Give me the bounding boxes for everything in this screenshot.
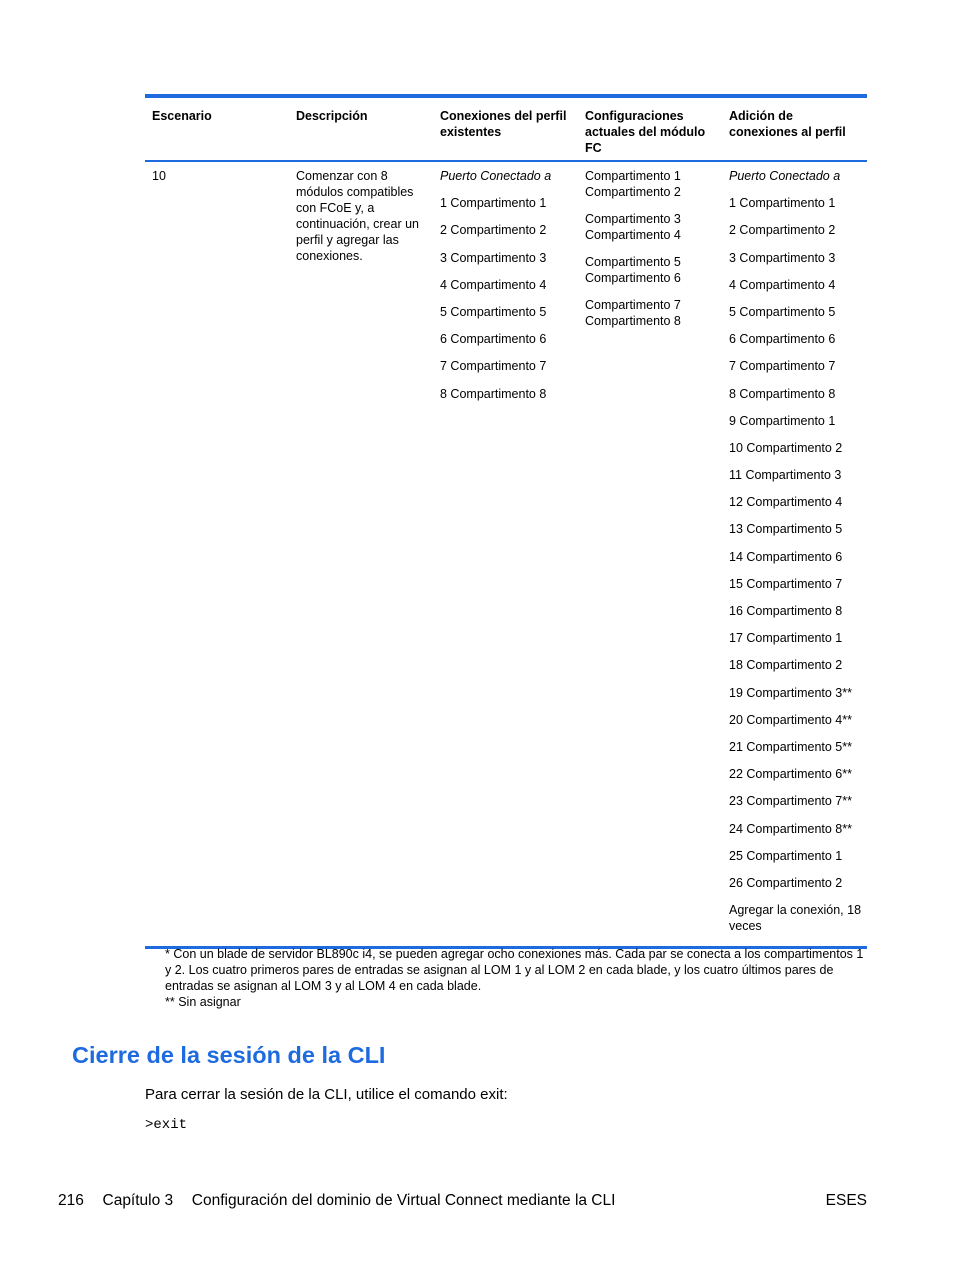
cell-fc-configuration — [585, 168, 721, 340]
list-item: 7 Compartimento 7 — [729, 359, 836, 374]
locale-code: ESES — [825, 1192, 867, 1209]
list-item: 6 Compartimento 6 — [440, 332, 547, 347]
footnote-unassigned: ** Sin asignar — [165, 995, 241, 1009]
list-item: 17 Compartimento 1 — [729, 631, 843, 646]
list-item: 24 Compartimento 8** — [729, 821, 852, 836]
list-item: 2 Compartimento 2 — [440, 223, 547, 238]
list-item: 25 Compartimento 1 — [729, 848, 843, 863]
cell-existing-connections — [440, 168, 578, 413]
table-row — [145, 162, 867, 949]
list-item: 3 Compartimento 3 — [440, 250, 547, 265]
list-item: 18 Compartimento 2 — [729, 658, 843, 673]
list-item: 10 Compartimento 2 — [729, 440, 843, 455]
section-paragraph: Para cerrar la sesión de la CLI, utilice el comando exit: — [145, 1086, 508, 1103]
list-item: Compartimento 8 — [585, 314, 681, 328]
connections-table — [145, 94, 867, 949]
list-item: Puerto Conectado a — [729, 169, 841, 183]
list-item: 6 Compartimento 6 — [729, 332, 836, 347]
list-item: Compartimento 6 — [585, 271, 681, 285]
list-item: Puerto Conectado a — [440, 169, 552, 183]
list-item: Compartimento 3 — [585, 212, 681, 226]
chapter-label: Capítulo 3 — [102, 1192, 174, 1209]
list-item: 4 Compartimento 4 — [729, 277, 836, 292]
list-item: 14 Compartimento 6 — [729, 549, 843, 564]
list-item: Compartimento 1 — [585, 169, 681, 183]
list-item: 5 Compartimento 5 — [729, 304, 836, 319]
list-item: 8 Compartimento 8 — [729, 386, 836, 401]
list-item: 3 Compartimento 3 — [729, 250, 836, 265]
list-item: 7 Compartimento 7 — [440, 359, 547, 374]
list-item: 1 Compartimento 1 — [729, 196, 836, 211]
cell-scenario: 10 — [152, 169, 166, 183]
list-item: 13 Compartimento 5 — [729, 522, 843, 537]
list-item: 2 Compartimento 2 — [729, 223, 836, 238]
footnote-asterisk: * Con un blade de servidor BL890c i4, se pueden agregar ocho conexiones más. Cada par se conecta a los compartimentos 1 y 2. Los cuatro primeros pares de entradas se asignan al LOM 1 y al LOM 2 en cada blade, y los cuatro últimos pares de entradas se asignan al LOM 3 y al LOM 4 en cada blade. — [165, 947, 864, 993]
list-item: 8 Compartimento 8 — [440, 386, 547, 401]
list-item: 22 Compartimento 6** — [729, 767, 852, 782]
fc-group — [585, 211, 721, 254]
list-item: Compartimento 2 — [585, 185, 681, 199]
list-item: 21 Compartimento 5** — [729, 739, 852, 754]
list-item: 5 Compartimento 5 — [440, 304, 547, 319]
chapter-title: Configuración del dominio de Virtual Connect mediante la CLI — [191, 1192, 616, 1209]
cell-added-connections — [729, 168, 865, 934]
list-item: 9 Compartimento 1 — [729, 413, 836, 428]
list-item: Compartimento 4 — [585, 228, 681, 242]
list-item: 1 Compartimento 1 — [440, 196, 547, 211]
section-title: Cierre de la sesión de la CLI — [72, 1042, 386, 1068]
page-number: 216 — [58, 1192, 84, 1209]
list-item: 26 Compartimento 2 — [729, 875, 843, 890]
header-descripcion: Descripción — [296, 109, 368, 123]
list-item: 20 Compartimento 4** — [729, 712, 852, 727]
list-item: Compartimento 5 — [585, 255, 681, 269]
list-item: 11 Compartimento 3 — [729, 468, 842, 483]
header-escenario: Escenario — [152, 109, 212, 123]
list-item: Agregar la conexión, 18 veces — [729, 903, 862, 934]
page-footer — [58, 1192, 867, 1210]
list-item: 23 Compartimento 7** — [729, 794, 852, 809]
list-item: 16 Compartimento 8 — [729, 604, 843, 618]
list-item: 19 Compartimento 3** — [729, 685, 852, 700]
table-footnotes — [165, 946, 865, 1010]
fc-group — [585, 297, 721, 340]
list-item: 4 Compartimento 4 — [440, 277, 547, 292]
header-configuraciones-fc: Configuraciones actuales del módulo FC — [585, 109, 706, 155]
list-item: Compartimento 7 — [585, 298, 681, 312]
cell-description: Comenzar con 8 módulos compatibles con FCoE y, a continuación, crear un perfil y agregar las conexiones. — [296, 169, 419, 263]
fc-group — [585, 168, 721, 211]
fc-group — [585, 254, 721, 297]
table-header — [145, 98, 867, 162]
list-item: 15 Compartimento 7 — [729, 576, 843, 591]
header-conexiones-existentes: Conexiones del perfil existentes — [440, 109, 567, 139]
header-adicion-conexiones: Adición de conexiones al perfil — [729, 109, 846, 139]
list-item: 12 Compartimento 4 — [729, 495, 843, 510]
code-sample: >exit — [145, 1117, 188, 1133]
